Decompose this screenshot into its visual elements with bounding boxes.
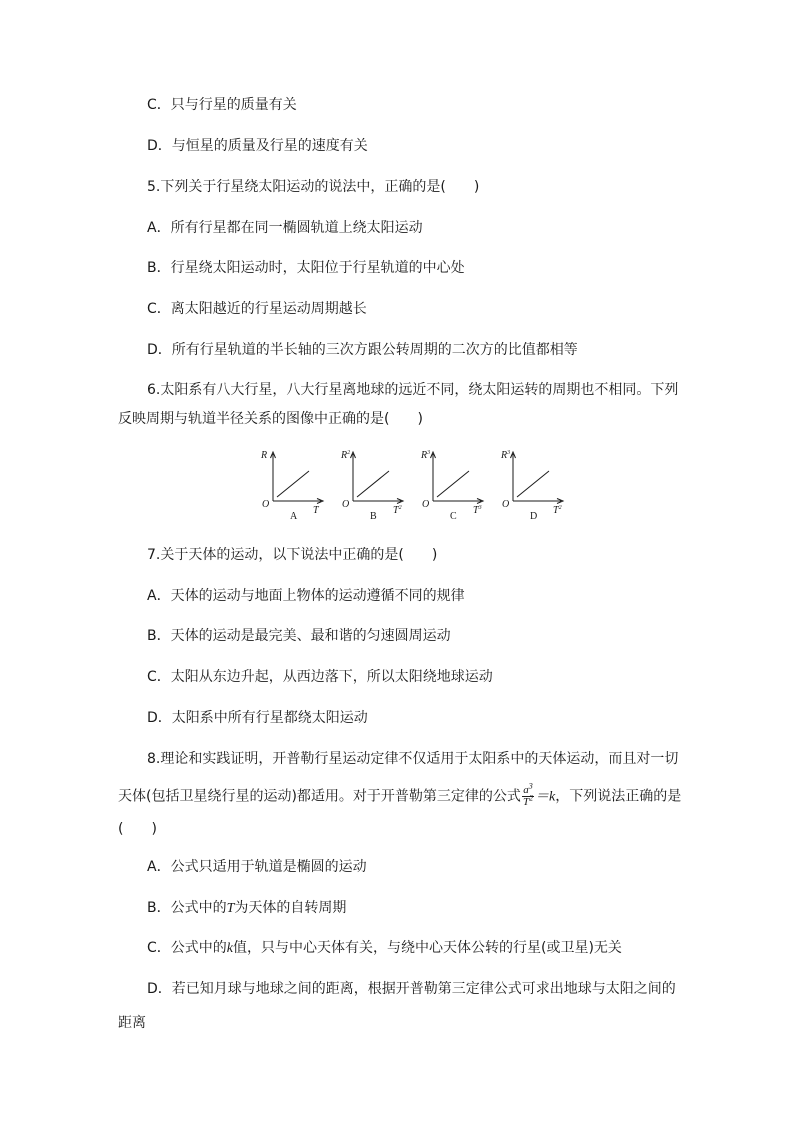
formula-denominator: T bbox=[522, 796, 530, 808]
graph-B-x-label: $T^2$ bbox=[393, 505, 402, 516]
q8-stem-line1: 8.理论和实践证明，开普勒行星运动定律不仅适用于太阳系中的天体运动，而且对一切 bbox=[147, 751, 679, 767]
graph-D-y-label: $R^3$ bbox=[501, 450, 511, 461]
graph-C-y-label-exponent: 3 bbox=[427, 450, 431, 456]
graph-C-line bbox=[437, 471, 469, 497]
graph-C-x-label: $T^3$ bbox=[473, 505, 482, 516]
q8-stem-line3: ( ) bbox=[118, 821, 157, 837]
q4-option-d: D．与恒星的质量及行星的速度有关 bbox=[147, 138, 368, 154]
graph-B-y-label: $R^2$ bbox=[341, 450, 351, 461]
graph-B-origin: O bbox=[342, 499, 350, 510]
q6-graphs-svg bbox=[255, 448, 575, 530]
q8-stem-line2-pre: 天体(包括卫星绕行星的运动)都适用。对于开普勒第三定律的公式 bbox=[118, 788, 521, 805]
q8-option-d-line2: 距离 bbox=[118, 1015, 146, 1031]
q8-option-b-pre: B．公式中的 bbox=[147, 900, 227, 916]
kepler-formula-fraction bbox=[522, 781, 534, 808]
q6-stem-line1: 6.太阳系有八大行星，八大行星离地球的远近不同，绕太阳运转的周期也不相同。下列 bbox=[147, 382, 679, 398]
formula-numerator-exponent: 3 bbox=[528, 781, 533, 791]
graph-A-x-label: T bbox=[313, 505, 319, 516]
q4-option-c: C．只与行星的质量有关 bbox=[147, 97, 297, 113]
graph-A-y-label: R bbox=[261, 450, 268, 461]
graph-D-x-label-exponent: 2 bbox=[558, 505, 562, 511]
graph-D-x-label: $T^2$ bbox=[553, 505, 562, 516]
graph-D-line bbox=[517, 471, 549, 497]
graph-C-option-letter: C bbox=[450, 511, 457, 522]
q8-option-c-var: k bbox=[226, 941, 233, 956]
q5-option-c: C．离太阳越近的行星运动周期越长 bbox=[147, 301, 367, 317]
q8-option-b-var: T bbox=[226, 901, 235, 916]
graph-C-x-label-exponent: 3 bbox=[478, 505, 482, 511]
q5-option-b: B．行星绕太阳运动时，太阳位于行星轨道的中心处 bbox=[147, 260, 465, 276]
q8-option-c-post: 值，只与中心天体有关，与绕中心天体公转的行星(或卫星)无关 bbox=[233, 940, 622, 956]
q8-option-d-line1: D．若已知月球与地球之间的距离，根据开普勒第三定律公式可求出地球与太阳之间的 bbox=[147, 981, 676, 997]
graph-D-y-label-exponent: 3 bbox=[507, 450, 511, 456]
formula-numerator: a bbox=[523, 784, 529, 796]
formula-rhs: ＝k bbox=[535, 789, 556, 805]
graph-B-y-label-exponent: 2 bbox=[347, 450, 351, 456]
graph-A-origin: O bbox=[262, 499, 270, 510]
formula-denominator-exponent: 2 bbox=[529, 793, 534, 803]
graph-A-line bbox=[277, 471, 309, 497]
q8-stem-line2 bbox=[118, 781, 682, 808]
q8-option-c-pre: C．公式中的 bbox=[147, 940, 227, 956]
q7-option-b: B．天体的运动是最完美、最和谐的匀速圆周运动 bbox=[147, 628, 451, 644]
q5-option-d: D．所有行星轨道的半长轴的三次方跟公转周期的二次方的比值都相等 bbox=[147, 342, 578, 358]
q8-stem-line2-post: ，下列说法正确的是 bbox=[555, 788, 682, 805]
graph-B-line bbox=[357, 471, 389, 497]
q7-stem: 7.关于天体的运动，以下说法中正确的是( ) bbox=[147, 547, 438, 563]
q5-option-a: A．所有行星都在同一椭圆轨道上绕太阳运动 bbox=[147, 220, 423, 236]
q5-stem: 5.下列关于行星绕太阳运动的说法中，正确的是( ) bbox=[147, 179, 480, 195]
q8-option-a: A．公式只适用于轨道是椭圆的运动 bbox=[147, 859, 367, 875]
graph-A-option-letter: A bbox=[290, 511, 298, 522]
q8-option-b-post: 为天体的自转周期 bbox=[234, 900, 347, 916]
q6-stem-line2: 反映周期与轨道半径关系的图像中正确的是( ) bbox=[118, 411, 423, 427]
graph-B-x-label-exponent: 2 bbox=[398, 505, 402, 511]
graph-D-option-letter: D bbox=[530, 511, 538, 522]
q7-option-d: D．太阳系中所有行星都绕太阳运动 bbox=[147, 710, 368, 726]
q8-option-b bbox=[147, 899, 346, 918]
graph-C-origin: O bbox=[422, 499, 430, 510]
graph-B-option-letter: B bbox=[370, 511, 377, 522]
graph-D-origin: O bbox=[502, 499, 510, 510]
q7-option-a: A．天体的运动与地面上物体的运动遵循不同的规律 bbox=[147, 588, 465, 604]
q7-option-c: C．太阳从东边升起，从西边落下，所以太阳绕地球运动 bbox=[147, 669, 493, 685]
q6-graph-options bbox=[255, 448, 575, 530]
q8-option-c bbox=[147, 939, 622, 958]
graph-C-y-label: $R^3$ bbox=[421, 450, 431, 461]
